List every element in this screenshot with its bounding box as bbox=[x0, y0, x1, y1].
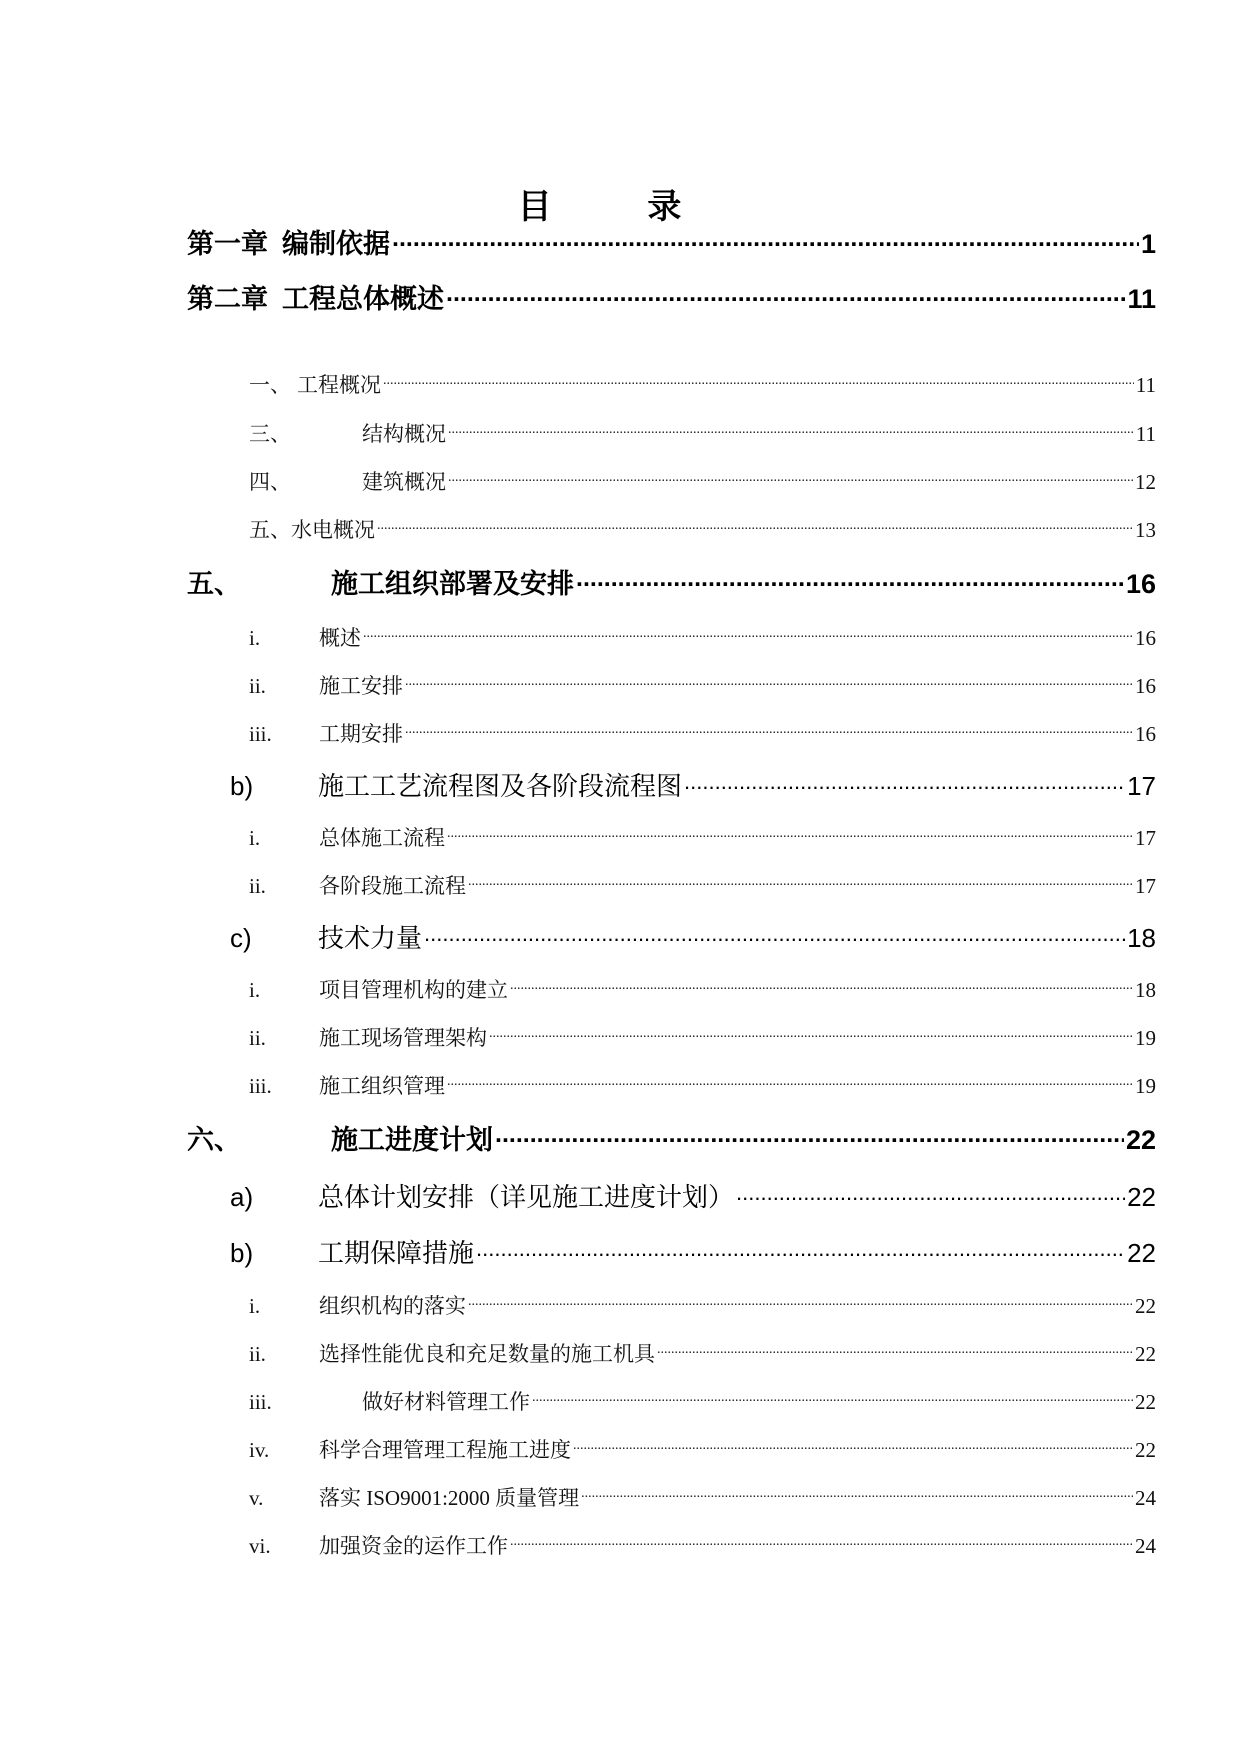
toc-entry-number: b) bbox=[230, 771, 254, 801]
dot-leader bbox=[657, 1340, 1133, 1361]
toc-entry-number: 三、 bbox=[249, 422, 291, 446]
dot-leader bbox=[447, 1072, 1133, 1093]
dot-leader bbox=[736, 1180, 1125, 1206]
toc-entry-number: i. bbox=[249, 826, 261, 850]
dot-leader bbox=[363, 624, 1133, 645]
toc-entry-text: 做好材料管理工作 bbox=[362, 1390, 530, 1414]
toc-entry-subsection[interactable] bbox=[249, 870, 1156, 898]
toc-entry-number: 六、 bbox=[187, 1125, 241, 1155]
toc-entry-page: 22 bbox=[1125, 1125, 1156, 1155]
dot-leader bbox=[510, 1532, 1133, 1553]
toc-entry-subsection[interactable] bbox=[249, 622, 1156, 650]
toc-entry-text: 编制依据 bbox=[282, 229, 390, 259]
toc-entry-text: 施工进度计划 bbox=[331, 1125, 493, 1155]
dot-leader bbox=[573, 1436, 1133, 1457]
toc-entry-page: 16 bbox=[1125, 569, 1156, 599]
toc-entry-number: v. bbox=[249, 1486, 264, 1510]
toc-entry-number: 五、 bbox=[249, 518, 291, 542]
toc-entry-chapter-6[interactable] bbox=[187, 1118, 1156, 1154]
toc-entry-page: 11 bbox=[1135, 373, 1156, 397]
toc-entry-number: i. bbox=[249, 1294, 261, 1318]
toc-entry-number: i. bbox=[249, 626, 261, 650]
toc-entry-page: 22 bbox=[1135, 1294, 1156, 1318]
toc-entry-page: 16 bbox=[1135, 722, 1156, 746]
dot-leader bbox=[489, 1024, 1133, 1045]
toc-entry-text: 工期安排 bbox=[319, 722, 403, 746]
toc-entry-subsection[interactable] bbox=[249, 1482, 1156, 1510]
toc-entry-number: ii. bbox=[249, 1026, 266, 1050]
toc-entry-page: 18 bbox=[1135, 978, 1156, 1002]
dot-leader bbox=[447, 824, 1133, 845]
dot-leader bbox=[495, 1122, 1124, 1149]
dot-leader bbox=[532, 1388, 1133, 1409]
dot-leader bbox=[405, 672, 1133, 693]
dot-leader bbox=[684, 769, 1125, 795]
dot-leader bbox=[581, 1484, 1133, 1505]
toc-entry-page: 18 bbox=[1127, 923, 1156, 953]
toc-entry-text: 科学合理管理工程施工进度 bbox=[319, 1438, 571, 1462]
dot-leader bbox=[424, 921, 1125, 947]
toc-entry-page: 17 bbox=[1127, 771, 1156, 801]
toc-entry-number: vi. bbox=[249, 1534, 271, 1558]
toc-entry-text: 总体施工流程 bbox=[319, 826, 445, 850]
toc-entry-number: ii. bbox=[249, 674, 266, 698]
toc-entry-page: 19 bbox=[1135, 1026, 1156, 1050]
toc-entry-page: 22 bbox=[1135, 1342, 1156, 1366]
toc-entry-text: 选择性能优良和充足数量的施工机具 bbox=[319, 1342, 655, 1366]
toc-entry-number: a) bbox=[230, 1182, 254, 1212]
toc-entry-subsection[interactable] bbox=[249, 1338, 1156, 1366]
toc-entry-section[interactable] bbox=[230, 1233, 1156, 1267]
toc-entry-text: 工期保障措施 bbox=[318, 1238, 475, 1268]
dot-leader bbox=[405, 720, 1133, 741]
toc-entry-page: 13 bbox=[1135, 518, 1156, 542]
dot-leader bbox=[392, 226, 1139, 253]
toc-entry-number: iv. bbox=[249, 1438, 270, 1462]
toc-entry-section[interactable] bbox=[249, 418, 1156, 446]
toc-entry-section[interactable] bbox=[230, 1177, 1156, 1211]
toc-entry-text: 施工组织部署及安排 bbox=[331, 569, 574, 599]
dot-leader bbox=[377, 516, 1133, 537]
toc-entry-subsection[interactable] bbox=[249, 1386, 1156, 1414]
toc-entry-chapter-1[interactable] bbox=[187, 222, 1156, 258]
toc-entry-text: 工程概况 bbox=[297, 373, 381, 397]
toc-entry-subsection[interactable] bbox=[249, 1290, 1156, 1318]
toc-entry-page: 22 bbox=[1127, 1238, 1156, 1268]
toc-entry-page: 17 bbox=[1135, 874, 1156, 898]
toc-entry-text: 技术力量 bbox=[318, 923, 423, 953]
toc-entry-chapter-2[interactable] bbox=[187, 277, 1156, 313]
toc-entry-number: 四、 bbox=[249, 470, 291, 494]
toc-entry-page: 24 bbox=[1135, 1486, 1156, 1510]
dot-leader bbox=[468, 872, 1133, 893]
toc-entry-number: b) bbox=[230, 1238, 254, 1268]
toc-entry-subsection[interactable] bbox=[249, 670, 1156, 698]
toc-entry-section[interactable] bbox=[249, 466, 1156, 494]
toc-entry-number: ii. bbox=[249, 1342, 266, 1366]
toc-entry-subsection[interactable] bbox=[249, 1070, 1156, 1098]
dot-leader bbox=[468, 1292, 1133, 1313]
toc-entry-page: 12 bbox=[1135, 470, 1156, 494]
toc-entry-text: 概述 bbox=[319, 626, 361, 650]
toc-entry-text: 项目管理机构的建立 bbox=[319, 978, 508, 1002]
toc-entry-number: iii. bbox=[249, 722, 272, 746]
toc-entry-page: 22 bbox=[1127, 1182, 1156, 1212]
toc-entry-subsection[interactable] bbox=[249, 822, 1156, 850]
toc-entry-text: 施工工艺流程图及各阶段流程图 bbox=[318, 771, 683, 801]
toc-entry-text: 建筑概况 bbox=[362, 470, 446, 494]
toc-entry-text: 施工组织管理 bbox=[319, 1074, 445, 1098]
toc-entry-page: 11 bbox=[1135, 422, 1156, 446]
toc-entry-subsection[interactable] bbox=[249, 1022, 1156, 1050]
toc-entry-page: 22 bbox=[1135, 1438, 1156, 1462]
toc-entry-chapter-5[interactable] bbox=[187, 562, 1156, 598]
toc-entry-section[interactable] bbox=[230, 918, 1156, 952]
toc-entry-number: 第一章 bbox=[187, 229, 268, 259]
toc-entry-subsection[interactable] bbox=[249, 974, 1156, 1002]
toc-entry-subsection[interactable] bbox=[249, 1434, 1156, 1462]
toc-entry-text: 总体计划安排（详见施工进度计划） bbox=[318, 1182, 735, 1212]
dot-leader bbox=[448, 420, 1134, 441]
toc-entry-text: 组织机构的落实 bbox=[319, 1294, 466, 1318]
toc-entry-page: 24 bbox=[1135, 1534, 1156, 1558]
toc-entry-text: 水电概况 bbox=[291, 518, 375, 542]
toc-entry-subsection[interactable] bbox=[249, 718, 1156, 746]
dot-leader bbox=[476, 1236, 1125, 1262]
dot-leader bbox=[576, 566, 1124, 593]
toc-entry-text: 加强资金的运作工作 bbox=[319, 1534, 508, 1558]
toc-title: 目 录 bbox=[517, 187, 724, 227]
toc-entry-number: 第二章 bbox=[187, 284, 268, 314]
toc-entry-text: 工程总体概述 bbox=[282, 284, 444, 314]
toc-entry-page: 11 bbox=[1127, 284, 1156, 314]
toc-entry-page: 17 bbox=[1135, 826, 1156, 850]
toc-entry-number: ii. bbox=[249, 874, 266, 898]
toc-entry-number: iii. bbox=[249, 1074, 272, 1098]
toc-entry-number: iii. bbox=[249, 1390, 272, 1414]
dot-leader bbox=[448, 468, 1133, 489]
toc-entry-page: 16 bbox=[1135, 674, 1156, 698]
toc-entry-section[interactable] bbox=[249, 369, 1156, 397]
toc-entry-text: 落实 ISO9001:2000 质量管理 bbox=[319, 1486, 580, 1510]
dot-leader bbox=[510, 976, 1133, 997]
toc-entry-number: i. bbox=[249, 978, 261, 1002]
toc-entry-text: 施工现场管理架构 bbox=[319, 1026, 487, 1050]
toc-entry-text: 各阶段施工流程 bbox=[319, 874, 466, 898]
toc-entry-number: c) bbox=[230, 923, 252, 953]
toc-entry-page: 1 bbox=[1140, 229, 1156, 259]
toc-entry-section[interactable] bbox=[249, 514, 1156, 542]
toc-entry-page: 16 bbox=[1135, 626, 1156, 650]
toc-entry-page: 19 bbox=[1135, 1074, 1156, 1098]
toc-entry-page: 22 bbox=[1135, 1390, 1156, 1414]
toc-entry-text: 结构概况 bbox=[362, 422, 446, 446]
toc-entry-number: 一、 bbox=[249, 373, 291, 397]
toc-entry-subsection[interactable] bbox=[249, 1530, 1156, 1558]
toc-entry-number: 五、 bbox=[187, 569, 241, 599]
toc-entry-text: 施工安排 bbox=[319, 674, 403, 698]
dot-leader bbox=[383, 371, 1134, 392]
toc-entry-section[interactable] bbox=[230, 766, 1156, 800]
dot-leader bbox=[446, 281, 1125, 308]
